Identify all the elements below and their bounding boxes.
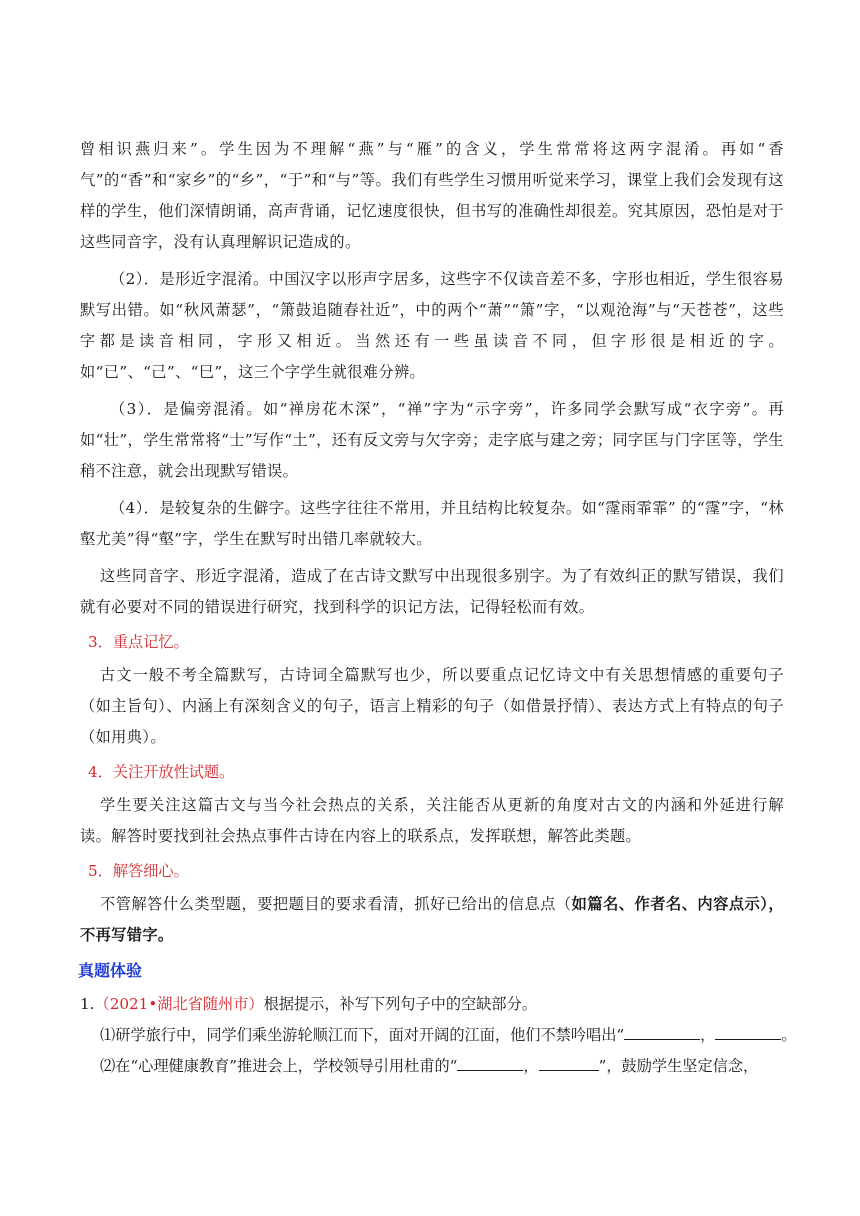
heading-key-memory: 3．重点记忆。 [88,633,189,651]
paragraph-open-questions: 学生要关注这篇古文与当今社会热点的关系，关注能否从更新的角度对古文的内涵和外延进行解读。解答时要找到社会热点事件古诗在内容上的联系点，发挥联想，解答此类题。 [80,796,784,845]
answer-blank[interactable] [624,1025,700,1040]
paragraph-summary: 这些同音字、形近字混淆，造成了在古诗文默写中出现很多别字。为了有效纠正的默写错误，我们就有必要对不同的错误进行研究，找到科学的识记方法，记得轻松而有效。 [80,567,784,616]
careful-answer-bold: 如篇名、作者名、内容点示），不再写错字。 [80,895,785,944]
question-1-sub-2 [80,1051,784,1082]
question-1-sub-1 [80,1020,797,1051]
question-number: 1. [80,995,95,1013]
careful-answer-text: 不管解答什么类型题，要把题目的要求看清，抓好已给出的信息点（ [100,895,572,913]
answer-blank[interactable] [539,1056,599,1071]
question-source: （2021•湖北省随州市） [94,995,264,1013]
sub1-text: ⑴研学旅行中，同学们乘坐游轮顺江而下，面对开阔的江面，他们不禁吟唱出“ [100,1026,625,1044]
sub1-end: 。 [781,1026,797,1044]
answer-blank[interactable] [457,1056,523,1071]
sub2-separator: ， [523,1057,539,1075]
paragraph-careful-answer [80,889,784,951]
section-title-real-questions: 真题体验 [78,961,143,980]
document-content [78,134,797,1082]
heading-open-questions: 4．关注开放性试题。 [88,763,235,781]
paragraph-radical-confusion: （3）．是偏旁混淆。如“禅房花木深”，“禅”字为“示字旁”，许多同学会默写成“衣字旁”。再如“壮”，学生常常将“士”写作“土”，还有反文旁与欠字旁；走字底与建之旁；同字匡与门字匡等，学生稍不注意，就会出现默写错误。 [80,400,784,480]
sub1-separator: ， [700,1026,716,1044]
sub2-end: ”，鼓励学生坚定信念， [598,1057,759,1075]
paragraph-rare-characters: （4）．是较复杂的生僻字。这些字往往不常用，并且结构比较复杂。如“霪雨霏霏” 的“霪”字，“林壑尤美”得“壑”字，学生在默写时出错几率就较大。 [80,499,784,548]
paragraph-homophones-cont: 曾相识燕归来”。学生因为不理解“燕”与“雁”的含义，学生常常将这两字混淆。再如“香气”的“香”和“家乡”的“乡”，“于”和“与”等。我们有些学生习惯用听觉来学习，课堂上我们会发现有这样的学生，他们深情朗诵，高声背诵，记忆速度很快，但书写的准确性却很差。究其原因，恐怕是对于这些同音字，没有认真理解识记造成的。 [80,140,784,251]
question-1 [80,989,784,1020]
paragraph-similar-shape: （2）．是形近字混淆。中国汉字以形声字居多，这些字不仅读音差不多，字形也相近，学生很容易默写出错。如“秋风萧瑟”，“箫鼓追随春社近”，中的两个“萧”“箫”字，“以观沧海”与“天苍苍”，这些字都是读音相同，字形又相近。当然还有一些虽读音不同，但字形很是相近的字。如“已”、“己”、“巳”，这三个字学生就很难分辨。 [80,270,784,381]
answer-blank[interactable] [715,1025,781,1040]
sub2-text: ⑵在“心理健康教育”推进会上，学校领导引用杜甫的“ [100,1057,458,1075]
heading-careful-answer: 5．解答细心。 [88,862,189,880]
question-prompt: 根据提示，补写下列句子中的空缺部分。 [263,995,537,1013]
paragraph-key-memory: 古文一般不考全篇默写，古诗词全篇默写也少，所以要重点记忆诗文中有关思想情感的重要句子（如主旨句）、内涵上有深刻含义的句子，语言上精彩的句子（如借景抒情）、表达方式上有特点的句子（如用典）。 [80,666,784,746]
